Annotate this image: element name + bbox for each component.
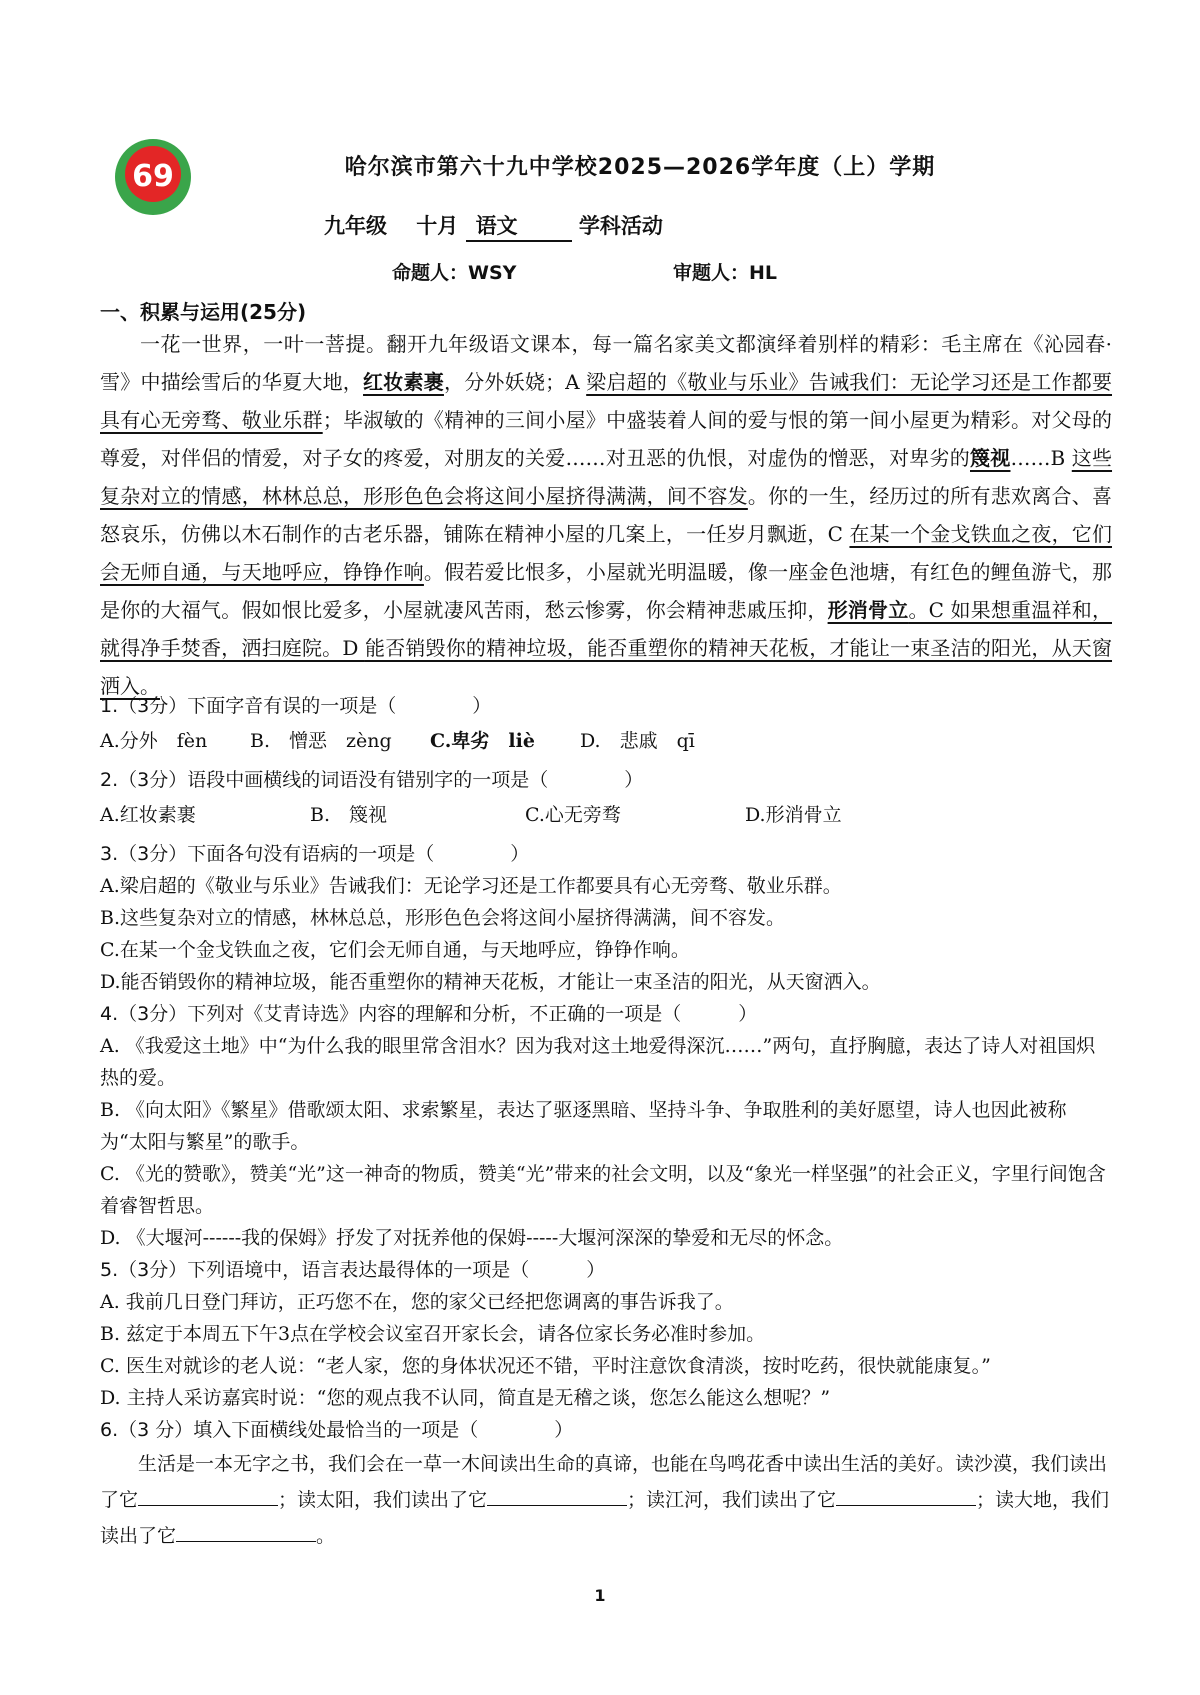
authors (392, 258, 777, 285)
bold-word-3: 形消骨立 (827, 598, 909, 622)
q4-option-d[interactable]: D. 《大堰河------我的保姆》抒发了对抚养他的保姆-----大堰河深深的挚爱和无尽的怀念。 (100, 1227, 844, 1249)
q1-option-d[interactable]: D. 悲戚 qī (580, 730, 695, 752)
section-title: 一、积累与运用(25分) (100, 300, 307, 324)
underline-sentence-a: 梁启超的《敬业与乐业》告诫我们：无论学习还是工作都要具有心无旁骛、敬业乐群 (100, 370, 1112, 432)
page-number: 1 (594, 1586, 606, 1605)
question-2-options (100, 798, 1112, 832)
reading-passage: 一花一世界，一叶一菩提。翻开九年级语文课本，每一篇名家美文都演绎着别样的精彩：毛主席在《沁园春·雪》中描绘雪后的华夏大地，红妆素裹，分外妖娆；A 梁启超的《敬业与乐业》告诫我们：无论学习还是工作都要具有心无旁骛、敬业乐群；毕淑敏的《精神的三间小屋》中盛装着人间的爱与恨的第一间小屋更为精彩。对父母的尊爱，对伴侣的情爱，对子女的疼爱，对朋友的关爱……对丑恶的仇恨，对虚伪的憎恶，对卑劣的篾视……B 这些复杂对立的情感，林林总总，形形色色会将这间小屋挤得满满，间不容发。你的一生，经历过的所有悲欢离合、喜怒哀乐，仿佛以木石制作的古老乐器，铺陈在精神小屋的几案上，一任岁月飘逝，C 在某一个金戈铁血之夜，它们会无师自通，与天地呼应，铮铮作响。假若爱比恨多，小屋就光明温暖，像一座金色池塘，有红色的鲤鱼游弋，那是你的大福气。假如恨比爱多，小屋就凄风苦雨，愁云惨雾，你会精神悲戚压抑，形消骨立。C 如果想重温祥和，就得净手焚香，洒扫庭院。D 能否销毁你的精神垃圾，能否重塑你的精神天花板，才能让一束圣洁的阳光，从天窗洒入。 (100, 332, 1113, 698)
q1-option-b[interactable]: B. 憎恶 zèng (250, 730, 392, 752)
q5-option-c[interactable]: C. 医生对就诊的老人说：“老人家，您的身体状况还不错，平时注意饮食清淡，按时吃药，很快就能康复。” (100, 1355, 991, 1377)
q3-option-a[interactable]: A.梁启超的《敬业与乐业》告诫我们：无论学习还是工作都要具有心无旁骛、敬业乐群。 (100, 875, 842, 897)
question-1-options (100, 724, 1112, 758)
q1-option-a[interactable]: A.分外 fèn (100, 730, 208, 752)
blank-4[interactable] (176, 1521, 316, 1542)
q2-option-c[interactable]: C.心无旁骛 (525, 804, 621, 826)
q3-option-d[interactable]: D.能否销毁你的精神垃圾，能否重塑你的精神天花板，才能让一束圣洁的阳光，从天窗洒入。 (100, 971, 881, 993)
underline-sentence-d: 能否销毁你的精神垃圾，能否重塑你的精神天花板，才能让一束圣洁的阳光，从天窗洒入。 (100, 636, 1113, 698)
q5-option-d[interactable]: D. 主持人采访嘉宾时说：“您的观点我不认同，简直是无稽之谈，您怎么能这么想呢？” (100, 1387, 831, 1409)
question-6-stem: 6.（3 分）填入下面横线处最恰当的一项是（ ） (100, 1419, 574, 1441)
bold-word-2: 篾视 (970, 446, 1011, 470)
q2-option-a[interactable]: A.红妆素裹 (100, 804, 196, 826)
question-2-stem: 2.（3分）语段中画横线的词语没有错别字的一项是（ ） (100, 769, 644, 791)
q4-option-c[interactable]: C. 《光的赞歌》，赞美“光”这一神奇的物质，赞美“光”带来的社会文明，以及“象光一样坚强”的社会正义，字里行间饱含着睿智哲思。 (100, 1163, 1106, 1217)
question-1-stem: 1.（3分）下面字音有误的一项是（ ） (100, 695, 492, 717)
bold-word-1: 红妆素裹 (363, 370, 444, 394)
blank-3[interactable] (836, 1485, 976, 1506)
setter: 命题人：WSY (392, 262, 517, 284)
questions (100, 690, 1112, 1554)
blank-2[interactable] (487, 1485, 627, 1506)
question-4-stem: 4.（3分）下列对《艾青诗选》内容的理解和分析，不正确的一项是（ ） (100, 1003, 758, 1025)
grade: 九年级 (324, 214, 387, 238)
q1-option-c[interactable]: C.卑劣 liè (430, 730, 535, 752)
q5-option-a[interactable]: A. 我前几日登门拜访，正巧您不在，您的家父已经把您调离的事告诉我了。 (100, 1291, 734, 1313)
reviewer: 审题人：HL (673, 262, 778, 284)
underline-sentence-b: 这些复杂对立的情感，林林总总，形形色色会将这间小屋挤得满满，间不容发 (100, 446, 1113, 508)
month: 十月 (416, 214, 459, 238)
logo-text: 69 (132, 159, 174, 194)
q4-option-a[interactable]: A. 《我爱这土地》中“为什么我的眼里常含泪水？因为我对这土地爱得深沉……”两句，直抒胸臆，表达了诗人对祖国炽热的爱。 (100, 1035, 1096, 1089)
question-5-stem: 5.（3分）下列语境中，语言表达最得体的一项是（ ） (100, 1259, 606, 1281)
q3-option-c[interactable]: C.在某一个金戈铁血之夜，它们会无师自通，与天地呼应，铮铮作响。 (100, 939, 690, 961)
q3-option-b[interactable]: B.这些复杂对立的情感，林林总总，形形色色会将这间小屋挤得满满，间不容发。 (100, 907, 786, 929)
q2-option-d[interactable]: D.形消骨立 (745, 804, 842, 826)
question-3-stem: 3.（3分）下面各句没有语病的一项是（ ） (100, 843, 530, 865)
exam-title: 哈尔滨市第六十九中学校2025—2026学年度（上）学期 (344, 155, 936, 180)
activity: 学科活动 (578, 214, 663, 238)
subject: 语文 (466, 210, 572, 242)
q6-passage: 生活是一本无字之书，我们会在一草一木间读出生命的真谛，也能在鸟鸣花香中读出生活的美好。读沙漠，我们读出了它 ；读太阳，我们读出了它 ；读江河，我们读出了它 ；读大地，我们读出了它 。 (100, 1453, 1110, 1547)
q5-option-b[interactable]: B. 兹定于本周五下午3点在学校会议室召开家长会，请各位家长务必准时参加。 (100, 1323, 766, 1345)
blank-1[interactable] (138, 1485, 278, 1506)
exam-subtitle (324, 210, 663, 242)
q4-option-b[interactable]: B. 《向太阳》《繁星》借歌颂太阳、求索繁星，表达了驱逐黑暗、坚持斗争、争取胜利的美好愿望，诗人也因此被称为“太阳与繁星”的歌手。 (100, 1099, 1067, 1153)
q2-option-b[interactable]: B. 篾视 (310, 804, 388, 826)
underline-sentence-c: 在某一个金戈铁血之夜，它们会无师自通，与天地呼应，铮铮作响 (100, 522, 1112, 584)
